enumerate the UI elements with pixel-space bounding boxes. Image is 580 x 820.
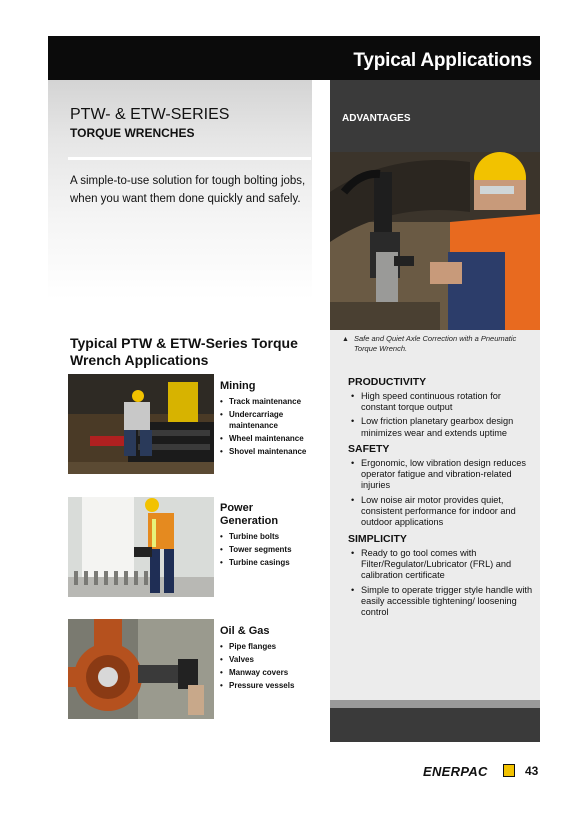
list-item: • High speed continuous rotation for constant torque output [348,391,538,413]
advantage-list [348,458,538,528]
application-power-generation [220,502,312,570]
advantage-list [348,548,538,618]
advantages-label: ADVANTAGES [342,113,411,124]
caption-text: Safe and Quiet Axle Correction with a Pneumatic Torque Wrench. [354,334,517,353]
list-item: • Shovel maintenance [220,446,312,457]
page-number: 43 [525,764,539,778]
list-item: • Low noise air motor provides quiet, consistent performance for indoor and outdoor applications [348,495,538,529]
application-list [220,396,312,457]
product-intro: A simple-to-use solution for tough bolting jobs, when you want them done quickly and safely. [70,175,306,205]
list-item: • Pipe flanges [220,641,312,652]
advantage-list [348,391,538,439]
list-item: • Wheel maintenance [220,433,312,444]
list-item: • Valves [220,654,312,665]
list-item: • Pressure vessels [220,680,312,691]
header-bar [48,36,540,80]
list-item: • Low friction planetary gearbox design minimizes wear and extends uptime [348,416,538,438]
photo-caption [342,334,536,353]
applications-heading: Typical PTW & ETW-Series Torque Wrench Applications [70,335,298,368]
advantages-panel [330,80,540,742]
oil-gas-photo [68,619,214,719]
panel-footer-band [330,700,540,708]
application-mining [220,380,312,459]
axle-correction-photo [330,152,540,330]
enerpac-logo [423,763,488,777]
list-item: • Manway covers [220,667,312,678]
power-generation-photo [68,497,214,597]
product-subtitle: TORQUE WRENCHES [70,126,195,140]
page-title: Typical Applications [353,50,532,71]
advantages-header [330,80,540,152]
advantage-title: SAFETY [348,443,390,455]
application-title: Mining [220,380,256,392]
list-item: • Undercarriage maintenance [220,409,312,431]
advantage-title: SIMPLICITY [348,533,407,545]
list-item: • Ergonomic, low vibration design reduces operator fatigue and vibration-related injuries [348,458,538,492]
brand-name: ENERPAC [423,764,488,779]
application-title: Oil & Gas [220,625,270,637]
list-item: • Turbine bolts [220,531,312,542]
product-title: PTW- & ETW-SERIES [70,106,230,123]
list-item: • Track maintenance [220,396,312,407]
panel-footer [330,708,540,742]
list-item: • Tower segments [220,544,312,555]
list-item: • Ready to go tool comes with Filter/Regulator/Lubricator (FRL) and calibration certificate [348,548,538,582]
list-item: • Simple to operate trigger style handle with easily accessible tightening/ loosening control [348,585,538,619]
application-list [220,531,312,568]
triangle-up-icon: ▲ [342,336,349,343]
divider [68,157,311,160]
mining-photo [68,374,214,474]
list-item: • Turbine casings [220,557,312,568]
advantage-simplicity [348,533,538,621]
application-list [220,641,312,691]
advantage-title: PRODUCTIVITY [348,376,427,388]
advantage-safety [348,443,538,531]
application-title: Power Generation [220,502,279,527]
advantage-productivity [348,376,538,442]
application-oil-gas [220,625,312,693]
logo-mark-icon [503,764,515,777]
